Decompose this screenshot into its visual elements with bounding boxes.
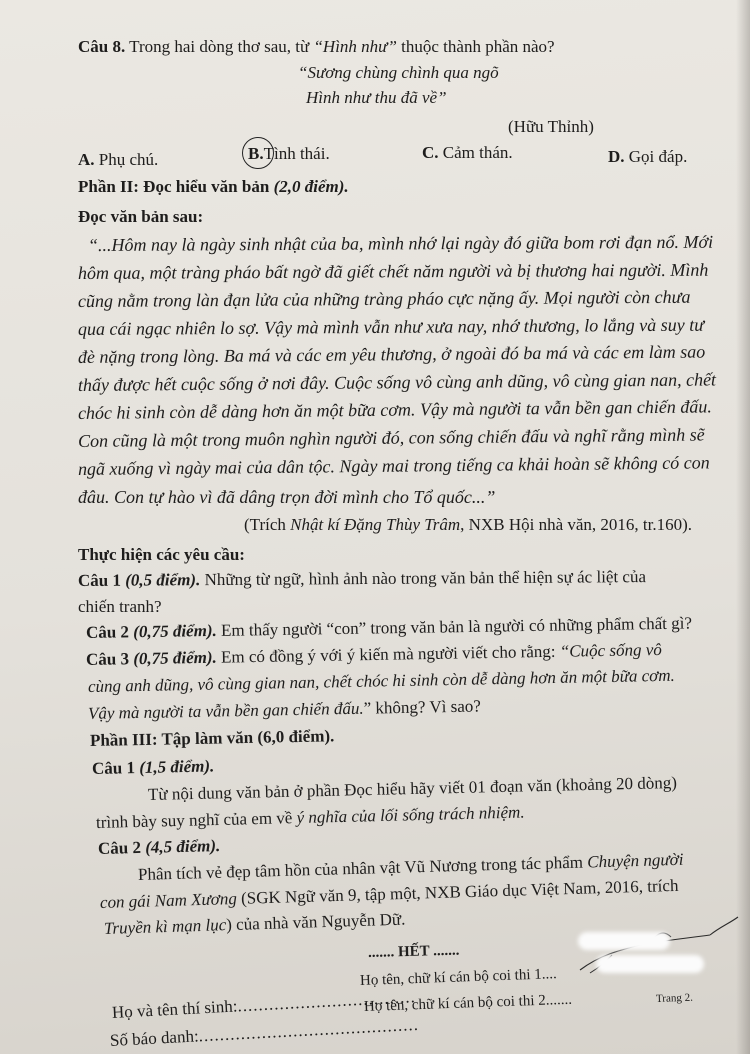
page-number: Trang 2. [655, 991, 694, 1005]
passage-line: cũng nằm trong làn đạn lửa của những tràng pháo cực nặng ấy. Mọi người còn chưa [77, 286, 691, 311]
part3-question2-label: Câu 2 (4,5 điểm). [97, 836, 221, 858]
passage-line: chóc hi sinh còn dễ dàng hơn ăn một bữa cơm. Vậy mà người ta vẫn bền gan chiến đấu. [77, 396, 712, 423]
part3-question2-line2: con gái Nam Xương (SGK Ngữ văn 9, tập một, NXB Giáo dục Việt Nam, 2016, trích [99, 875, 679, 912]
question8-label: Câu 8. [78, 37, 126, 56]
redaction-mark [596, 955, 704, 973]
option-c: C. Cảm thán. [422, 143, 513, 162]
proctor2-line: Họ tên, chữ kí cán bộ coi thi 2....... [363, 991, 573, 1015]
paper-shadow-edge [736, 0, 750, 1054]
part2-question1: Câu 1 (0,5 điểm). Những từ ngữ, hình ảnh nào trong văn bản thể hiện sự ác liệt của [77, 567, 647, 590]
option-a: A. Phụ chú. [78, 150, 159, 169]
part2-question3-end: Vậy mà người ta vẫn bền gan chiến đấu.” không? Vì sao? [87, 696, 482, 723]
candidate-id-line: Số báo danh:.......................................... [109, 1014, 420, 1050]
passage-line: hôm qua, một tràng pháo bất ngờ đã giết chết năm người và bị thương hai người. Mình [77, 259, 709, 283]
tasks-heading: Thực hiện các yêu cầu: [78, 545, 245, 564]
passage-source: (Trích Nhật kí Đặng Thùy Trâm, NXB Hội nhà văn, 2016, tr.160). [244, 515, 693, 534]
part2-question2: Câu 2 (0,75 điểm). Em thấy người “con” trong văn bản là người có những phẩm chất gì? [85, 613, 693, 642]
end-marker: ....... HẾT ....... [367, 942, 460, 961]
selected-answer-circle [242, 137, 274, 169]
option-d: D. Gọi đáp. [608, 147, 688, 166]
part3-question2-line1: Phân tích vẻ đẹp tâm hồn của nhân vật Vũ Nương trong tác phẩm Chuyện người [137, 849, 684, 884]
part3-question1-line1: Từ nội dung văn bản ở phần Đọc hiểu hãy viết 01 đoạn văn (khoảng 20 dòng) [147, 772, 678, 804]
part2-question3-quote: cùng anh dũng, vô cùng gian nan, chết chóc hi sinh còn dễ dàng hơn ăn một bữa cơm. [87, 665, 675, 696]
part3-question1-line2: trình bày suy nghĩ của em về ý nghĩa của lối sống trách nhiệm. [95, 802, 525, 832]
passage-line: “...Hôm nay là ngày sinh nhật của ba, mình nhớ lại ngày đó giữa bom rơi đạn nổ. Mới [87, 231, 714, 255]
poem-line-2: Hình như thu đã về” [306, 88, 447, 107]
part2-heading: Phần II: Đọc hiểu văn bản (2,0 điểm). [78, 177, 349, 196]
poem-author: (Hữu Thỉnh) [508, 117, 594, 136]
part3-question1-label: Câu 1 (1,5 điểm). [91, 756, 215, 778]
question8-prompt: Câu 8. Trong hai dòng thơ sau, từ “Hình như” thuộc thành phần nào? [78, 37, 555, 56]
part3-question2-line3: Truyền kì mạn lục) của nhà văn Nguyễn Dữ. [103, 909, 406, 938]
part2-question1-cont: chiến tranh? [78, 597, 162, 616]
poem-line-1: “Sương chùng chình qua ngõ [298, 63, 499, 82]
passage-line: qua cái ngạc nhiên lo sợ. Vậy mà mình vẫn như xưa nay, nhớ thương, lo lắng và suy tư [77, 314, 705, 339]
passage-line: đè nặng trong lòng. Ba má và các em yêu thương, ở ngoài đó ba má và các em làm sao [77, 341, 706, 367]
candidate-name-line: Họ và tên thí sinh:.................................. [111, 987, 417, 1022]
question8-word: “Hình như” [313, 37, 397, 56]
passage-line: ngã xuống vì ngày mai của dân tộc. Ngày mai trong tiếng ca khải hoàn sẽ không có con [77, 452, 710, 479]
redaction-mark [578, 932, 670, 950]
part3-heading: Phần III: Tập làm văn (6,0 điểm). [89, 726, 335, 750]
option-b: B.Tình thái. [248, 144, 330, 163]
proctor1-line: Họ tên, chữ kí cán bộ coi thi 1.... [359, 966, 558, 989]
passage-line: đâu. Con tự hào vì đã dâng trọn đời mình cho Tổ quốc...” [78, 487, 496, 507]
read-label: Đọc văn bản sau: [78, 207, 204, 226]
passage-line: thấy được hết cuộc sống ở nơi đây. Cuộc sống vô cùng anh dũng, vô cùng gian nan, chết [77, 369, 717, 395]
passage-line: Con cũng là một trong muôn nghìn người đó, con sống chiến đấu và nghĩ rằng mình sẽ [77, 424, 705, 451]
part2-question3: Câu 3 (0,75 điểm). Em có đồng ý với ý kiến mà người viết cho rằng: “Cuộc sống vô [85, 639, 662, 669]
